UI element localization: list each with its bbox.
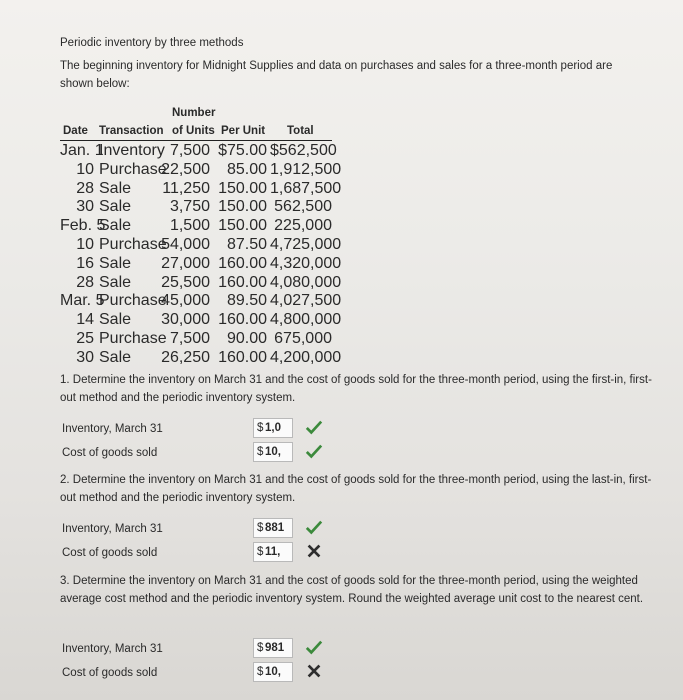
cell-units: 7,500 [169,330,210,347]
question-1-text: 1. Determine the inventory on March 31 and the cost of goods sold for the three-month period, using the first-in, first-out method and the periodic inventory system. [60,374,652,404]
cell-units: 11,250 [162,179,210,197]
cell-total: 675,000 [274,330,332,347]
x-mark-icon [305,662,323,680]
checkmark-icon [305,518,323,536]
currency-sign: $ [257,422,264,434]
cell-unit: 150.00 [218,179,267,197]
q3-inventory-label: Inventory, March 31 [62,643,163,655]
q1-cogs-label: Cost of goods sold [62,447,158,459]
cell-units: 30,000 [161,311,210,329]
cell-date: 30 [76,198,94,216]
cell-date: 10 [76,160,94,178]
cell-txn: Sale [99,198,132,216]
page-title: Periodic inventory by three methods [60,37,244,49]
cell-total: 4,080,000 [270,273,342,291]
q2-cogs-label: Cost of goods sold [62,547,158,559]
header-total: Total [287,125,314,137]
cell-units: 27,000 [161,254,210,272]
currency-sign: $ [257,446,264,458]
answer-value: 10, [265,666,281,678]
answer-value: 10, [265,446,281,458]
cell-unit: 150.00 [218,198,267,216]
q3-cogs-input[interactable] [253,662,293,682]
cell-txn: Purchase [99,330,167,347]
cell-date: 14 [76,311,94,329]
cell-total: 4,800,000 [270,311,342,329]
cell-unit: 160.00 [218,348,267,366]
cell-date: 25 [76,330,94,347]
cell-total: 4,027,500 [270,292,342,310]
cell-date: 16 [76,254,94,272]
header-transaction: Transaction [99,125,164,137]
cell-total: 4,320,000 [270,254,342,272]
cell-units: 45,000 [161,292,210,310]
cell-txn: Sale [99,311,132,329]
cell-unit: $75.00 [218,142,267,159]
cell-units: 25,500 [161,273,210,291]
cell-total: 562,500 [274,198,332,216]
header-units: of Units [172,125,215,137]
question-2-text: 2. Determine the inventory on March 31 and the cost of goods sold for the three-month period, using the last-in, first-out method and the periodic inventory system. [60,474,652,504]
answer-value: 11, [265,546,281,558]
answer-value: 1,0 [265,422,281,434]
header-number: Number [172,107,216,119]
cell-txn: Sale [99,348,132,366]
cell-txn: Purchase [99,236,167,253]
header-per-unit: Per Unit [221,125,266,137]
q1-inventory-label: Inventory, March 31 [62,423,163,435]
cell-units: 1,500 [169,217,210,235]
cell-date: Jan. 1 [60,142,104,159]
cell-txn: Purchase [99,160,167,178]
cell-total: 1,912,500 [270,160,342,178]
cell-unit: 160.00 [218,254,267,272]
q1-inventory-input[interactable] [253,418,293,438]
cell-txn: Inventory [99,142,165,159]
cell-txn: Sale [99,273,132,291]
cell-total: $562,500 [270,142,337,159]
q3-inventory-input[interactable] [253,638,293,658]
x-mark-icon [305,542,323,560]
q2-inventory-input[interactable] [253,518,293,538]
checkmark-icon [305,418,323,436]
currency-sign: $ [257,642,264,654]
cell-unit: 150.00 [218,217,267,235]
cell-unit: 87.50 [226,236,267,253]
intro-text: The beginning inventory for Midnight Supplies and data on purchases and sales for a three-month period are shown below: [60,60,613,90]
q1-cogs-input[interactable] [253,442,293,462]
cell-txn: Purchase [99,292,167,310]
cell-unit: 85.00 [226,160,267,178]
cell-units: 22,500 [161,160,210,178]
answer-value: 981 [265,642,285,654]
q2-inventory-label: Inventory, March 31 [62,523,163,535]
currency-sign: $ [257,666,264,678]
cell-date: 28 [76,273,94,291]
cell-units: 7,500 [169,142,210,159]
answer-value: 881 [265,522,285,534]
currency-sign: $ [257,522,264,534]
cell-date: 30 [76,348,94,366]
cell-total: 4,725,000 [270,236,342,253]
cell-date: Feb. 5 [60,217,106,235]
cell-txn: Sale [99,217,132,235]
cell-total: 225,000 [274,217,332,235]
cell-units: 26,250 [161,348,210,366]
header-date: Date [63,125,88,137]
checkmark-icon [305,442,323,460]
cell-date: 28 [76,179,94,197]
q3-cogs-label: Cost of goods sold [62,667,158,679]
checkmark-icon [305,638,323,656]
cell-unit: 89.50 [226,292,267,310]
cell-units: 54,000 [161,236,210,253]
cell-unit: 160.00 [218,273,267,291]
cell-unit: 90.00 [226,330,267,347]
cell-total: 1,687,500 [270,179,342,197]
header-rule [60,140,332,141]
cell-date: Mar. 5 [60,292,105,310]
cell-txn: Sale [99,254,132,272]
cell-date: 10 [76,236,94,253]
currency-sign: $ [257,546,264,558]
cell-total: 4,200,000 [270,348,342,366]
cell-units: 3,750 [169,198,210,216]
cell-unit: 160.00 [218,311,267,329]
cell-txn: Sale [99,179,132,197]
question-3-text: 3. Determine the inventory on March 31 and the cost of goods sold for the three-month period, using the weighted average cost method and the periodic inventory system. Round the weighted average unit cost to the nearest cent. [60,575,644,605]
q2-cogs-input[interactable] [253,542,293,562]
